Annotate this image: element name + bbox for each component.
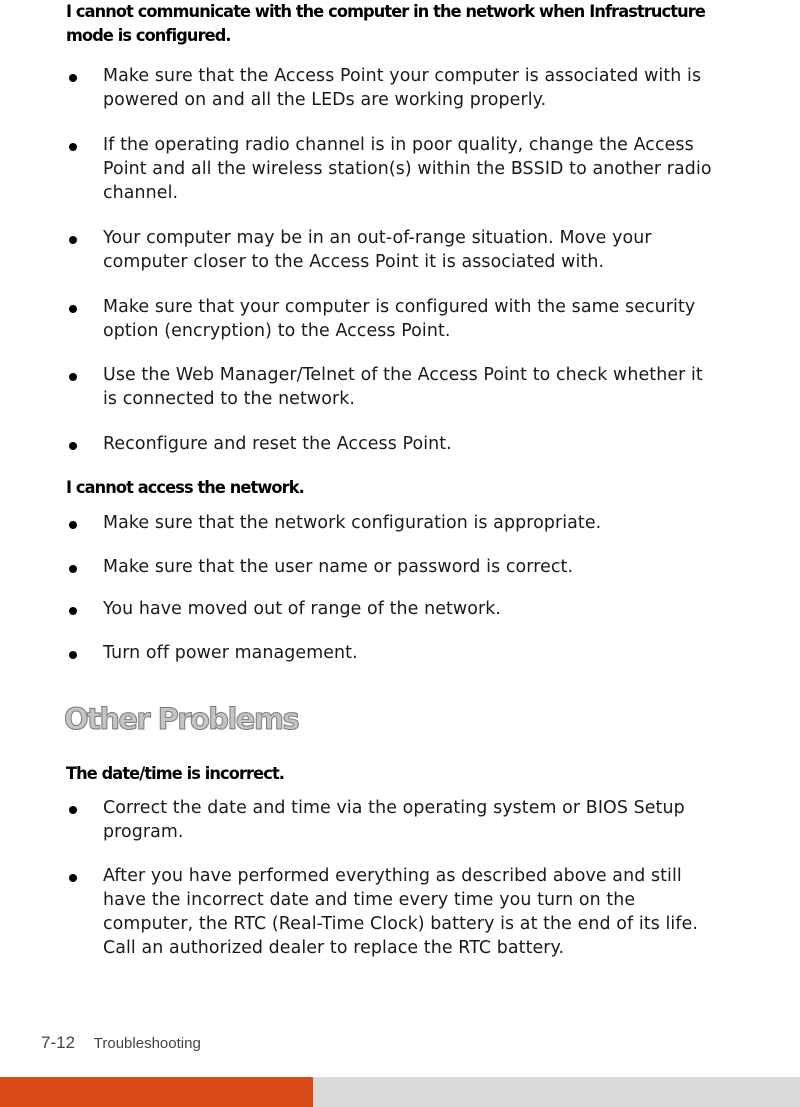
list-item [66, 64, 794, 112]
list-item-text: Reconfigure and reset the Access Point. [103, 434, 452, 454]
page-number: 7-12 [41, 1033, 76, 1052]
list-item [66, 555, 794, 579]
bullet-icon [69, 305, 77, 313]
list-item-text: powered on and all the LEDs are working properly. [103, 90, 547, 110]
list-item [66, 597, 794, 621]
list-item-text: After you have performed everything as described above and still [103, 866, 682, 886]
list-item [66, 226, 794, 274]
list-item-text: Make sure that the Access Point your computer is associated with is [103, 66, 702, 86]
list-item [66, 511, 794, 535]
bullet-icon [69, 521, 77, 529]
bullet-icon [69, 74, 77, 82]
infrastructure-heading-line2: mode is configured. [66, 26, 231, 45]
infrastructure-heading [66, 0, 777, 48]
list-item-text: Turn off power management. [103, 643, 358, 663]
list-item-text: computer, the RTC (Real-Time Clock) battery is at the end of its life. [103, 914, 699, 934]
bullet-icon [69, 874, 77, 882]
footer-bar [313, 1077, 800, 1107]
list-item-text: program. [103, 822, 184, 842]
network-access-heading-text: I cannot access the network. [66, 478, 304, 497]
bullet-icon [69, 143, 77, 151]
list-item [66, 133, 794, 205]
list-item-text: If the operating radio channel is in poor quality, change the Access [103, 135, 694, 155]
bullet-icon [69, 236, 77, 244]
list-item [66, 641, 794, 665]
infrastructure-heading-line1: I cannot communicate with the computer in the network when Infrastructure [66, 2, 705, 21]
bullet-icon [69, 607, 77, 615]
chapter-name: Troubleshooting [93, 1035, 201, 1052]
list-item-text: computer closer to the Access Point it is associated with. [103, 252, 605, 272]
list-item-text: have the incorrect date and time every time you turn on the [103, 890, 636, 910]
list-item [66, 363, 794, 411]
footer-accent-bar [0, 1077, 313, 1107]
list-item-text: Point and all the wireless station(s) within the BSSID to another radio [103, 159, 712, 179]
bullet-icon [69, 565, 77, 573]
network-access-heading [66, 476, 777, 500]
list-item [66, 796, 794, 844]
list-item [66, 295, 794, 343]
list-item-text: Correct the date and time via the operating system or BIOS Setup [103, 798, 685, 818]
bullet-icon [69, 651, 77, 659]
list-item-text: is connected to the network. [103, 389, 356, 409]
list-item-text: Use the Web Manager/Telnet of the Access Point to check whether it [103, 365, 703, 385]
bullet-icon [69, 442, 77, 450]
section-title-other-problems: Other Problems [64, 702, 299, 736]
date-time-heading-text: The date/time is incorrect. [66, 764, 285, 783]
list-item-text: Make sure that the user name or password is correct. [103, 557, 574, 577]
list-item-text: Your computer may be in an out-of-range situation. Move your [103, 228, 652, 248]
list-item-text: Call an authorized dealer to replace the RTC battery. [103, 938, 565, 958]
list-item-text: Make sure that your computer is configured with the same security [103, 297, 696, 317]
list-item-text: You have moved out of range of the network. [103, 599, 502, 619]
list-item [66, 864, 794, 960]
list-item-text: channel. [103, 183, 179, 203]
bullet-icon [69, 373, 77, 381]
list-item-text: Make sure that the network configuration is appropriate. [103, 513, 602, 533]
list-item [66, 432, 794, 456]
bullet-icon [69, 806, 77, 814]
list-item-text: option (encryption) to the Access Point. [103, 321, 451, 341]
page-footer [41, 1031, 201, 1056]
date-time-heading [66, 762, 777, 786]
